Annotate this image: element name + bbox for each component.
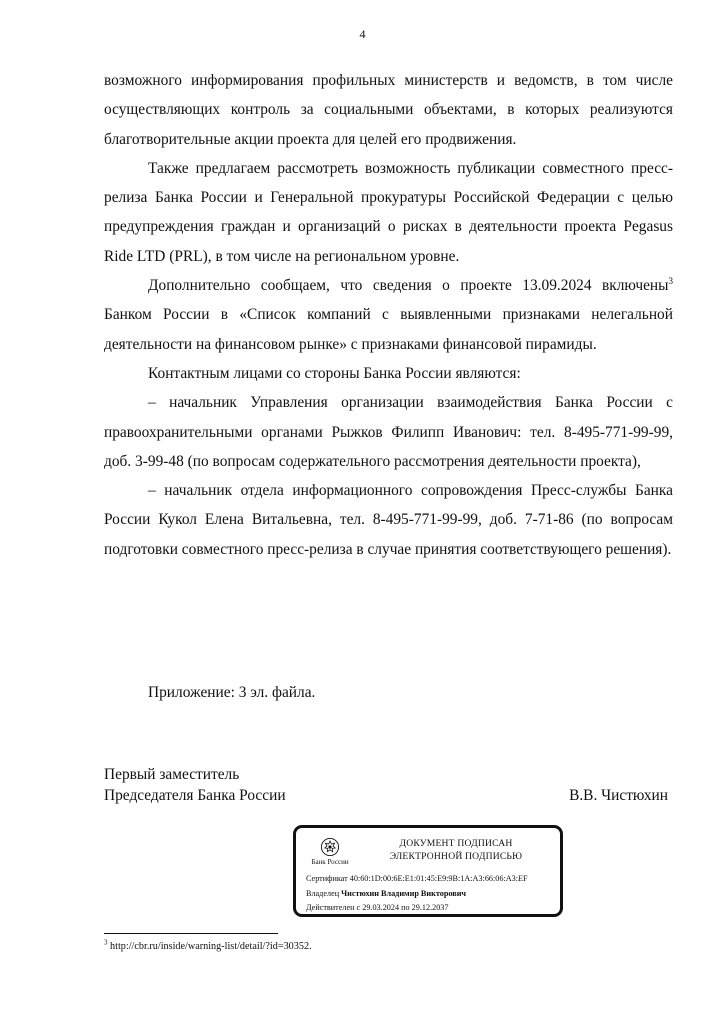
signer-name: В.В. Чистюхин: [569, 787, 668, 804]
valid-to: 29.12.2037: [411, 903, 449, 912]
footnote-reference: 3: [668, 275, 673, 286]
stamp-title-line1: ДОКУМЕНТ ПОДПИСАН: [399, 838, 513, 849]
footnote-divider: [104, 933, 278, 934]
signer-position-line2: Председателя Банка России: [104, 787, 286, 804]
electronic-signature-stamp: [293, 825, 563, 917]
valid-to-prefix: по: [401, 903, 410, 912]
footnote-link[interactable]: http://cbr.ru/inside/warning-list/detail/?id=30352.: [110, 941, 312, 952]
valid-label: Действителен: [306, 903, 355, 912]
certificate-value: 40:60:1D:00:6E:E1:01:45:E9:9B:1A:A3:66:06:A3:EF: [349, 874, 528, 883]
certificate-label: Сертификат: [306, 874, 348, 883]
owner-line: [306, 887, 528, 902]
validity-line: [306, 901, 528, 916]
double-eagle-emblem-icon: [320, 837, 340, 857]
attachment-note: Приложение: 3 эл. файла.: [148, 684, 316, 701]
valid-from-prefix: с: [356, 903, 361, 912]
paragraph-contacts-intro: Контактным лицами со стороны Банка России являются:: [148, 364, 521, 382]
warning-list-text: Дополнительно сообщаем, что сведения о проекте 13.09.2024 включены: [148, 277, 669, 295]
contact-item-kukol: – начальник отдела информационного сопровождения Пресс-службы Банка России Кукол Елена Витальевна, тел. 8-495-771-99-99, доб. 7-71-86 (по вопросам подготовки совместного пресс-релиза в случае принятия соответствующего решения).: [104, 482, 673, 558]
contact-item-ryzhkov: – начальник Управления организации взаимодействия Банка России с правоохранительными органами Рыжков Филипп Иванович: тел. 8-495-771-99-99, доб. 3-99-48 (по вопросам содержательного рассмотрения деятельности проекта),: [104, 394, 673, 470]
owner-label: Владелец: [306, 888, 340, 898]
footnote-mark: 3: [104, 938, 108, 947]
signer-position-line1: Первый заместитель: [104, 766, 240, 783]
stamp-title: [358, 838, 554, 863]
paragraph-joint-press-release: Также предлагаем рассмотреть возможность публикации совместного пресс-релиза Банка России и Генеральной прокуратуры Российской Федерации с целью предупреждения граждан и организаций о рисках в деятельности проекта Pegasus Ride LTD (PRL), в том числе на региональном уровне.: [104, 159, 673, 265]
valid-from: 29.03.2024: [362, 903, 400, 912]
page-number: 4: [359, 27, 366, 41]
warning-list-text-continued: Банком России в «Список компаний с выявленными признаками нелегальной деятельности на финансовом рынке» с признаками финансовой пирамиды.: [104, 306, 673, 353]
signer-position: [104, 764, 286, 806]
stamp-details: [306, 872, 528, 916]
owner-value: Чистюхин Владимир Викторович: [341, 888, 467, 898]
footnote: [104, 938, 312, 952]
bank-of-russia-logo: [310, 837, 350, 866]
certificate-line: [306, 872, 528, 887]
paragraph-informing-ministries: возможного информирования профильных министерств и ведомств, в том числе осуществляющих контроль за социальными объектами, в которых реализуются благотворительные акции проекта для целей его продвижения.: [104, 72, 673, 148]
stamp-title-line2: ЭЛЕКТРОННОЙ ПОДПИСЬЮ: [389, 850, 523, 862]
letter-body: [104, 66, 673, 564]
paragraph-warning-list: [104, 271, 673, 359]
logo-caption: Банк России: [311, 858, 349, 866]
